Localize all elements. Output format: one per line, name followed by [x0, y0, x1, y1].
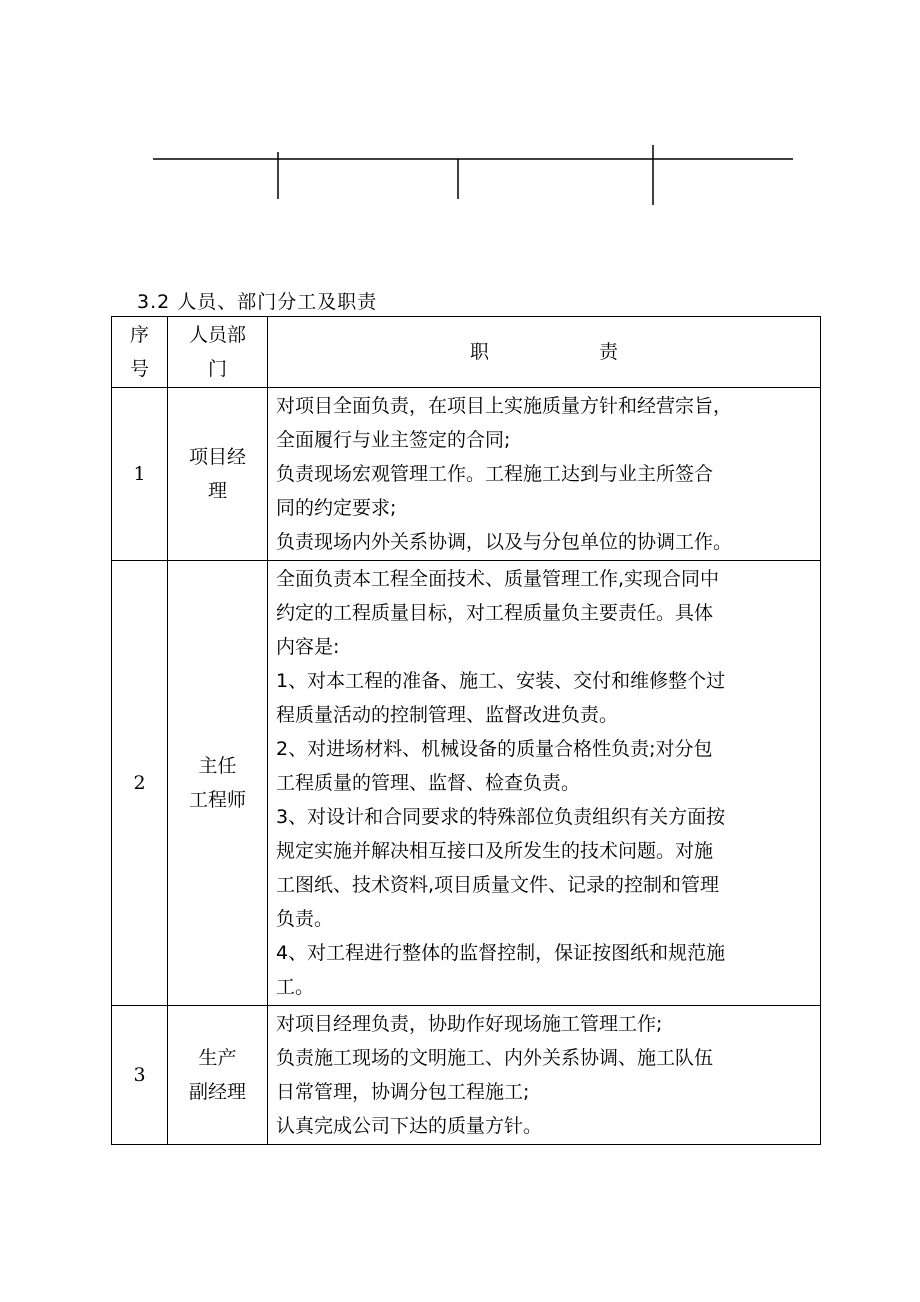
header-duty: [268, 317, 821, 388]
duty-line: 负责现场内外关系协调，以及与分包单位的协调工作。: [276, 531, 733, 553]
top-table-remnant: [0, 0, 920, 220]
header-no: [112, 317, 168, 388]
table-row: [112, 1006, 821, 1145]
header-no-line1: 序: [129, 324, 149, 346]
row-dept: [168, 388, 268, 561]
duty-line: 工程质量的管理、监督、检查负责。: [276, 772, 581, 794]
duty-line: 内容是:: [276, 636, 340, 658]
duty-line: 负责现场宏观管理工作。工程施工达到与业主所签合: [276, 463, 714, 485]
duty-line: 程质量活动的控制管理、监督改进负责。: [276, 704, 619, 726]
row-dept-line1: 主任: [198, 755, 237, 777]
row-duty: [268, 561, 821, 1006]
duty-line: 2、对进场材料、机械设备的质量合格性负责;对分包: [276, 738, 713, 760]
duty-line: 负责。: [276, 908, 334, 930]
duty-line: 3、对设计和合同要求的特殊部位负责组织有关方面按: [276, 806, 726, 828]
row-dept: [168, 561, 268, 1006]
duty-line: 1、对本工程的准备、施工、安装、交付和维修整个过: [276, 670, 726, 692]
header-dept: [168, 317, 268, 388]
duty-line: 负责施工现场的文明施工、内外关系协调、施工队伍: [276, 1047, 714, 1069]
duty-line: 同的约定要求;: [276, 497, 397, 519]
duty-line: 规定实施并解决相互接口及所发生的技术问题。对施: [276, 840, 714, 862]
duty-line: 4、对工程进行整体的监督控制，保证按图纸和规范施: [276, 942, 726, 964]
table-row: [112, 388, 821, 561]
row-dept-line2: 理: [207, 480, 227, 502]
header-dept-line1: 人员部: [188, 324, 246, 346]
duty-line: 工图纸、技术资料,项目质量文件、记录的控制和管理: [276, 874, 720, 896]
duty-line: 对项目经理负责，协助作好现场施工管理工作;: [276, 1013, 663, 1035]
row-dept-line1: 项目经: [188, 446, 246, 468]
section-title: 3.2 人员、部门分工及职责: [137, 291, 378, 313]
duty-line: 全面履行与业主签定的合同;: [276, 429, 511, 451]
row-dept: [168, 1006, 268, 1145]
header-dept-line2: 门: [207, 358, 227, 380]
header-no-line2: 号: [129, 358, 149, 380]
duty-line: 日常管理，协调分包工程施工;: [276, 1081, 530, 1103]
duty-line: 约定的工程质量目标，对工程质量负主要责任。具体: [276, 602, 714, 624]
row-duty: [268, 1006, 821, 1145]
duty-table: [111, 316, 821, 1145]
header-duty-char1: 职: [469, 341, 489, 363]
row-no: 1: [112, 388, 168, 561]
table-header-row: [112, 317, 821, 388]
row-dept-line2: 副经理: [188, 1081, 246, 1103]
header-duty-char2: 责: [599, 341, 619, 363]
row-no: 3: [112, 1006, 168, 1145]
duty-line: 全面负责本工程全面技术、质量管理工作,实现合同中: [276, 568, 720, 590]
row-duty: [268, 388, 821, 561]
duty-line: 对项目全面负责，在项目上实施质量方针和经营宗旨，: [276, 395, 733, 417]
duty-line: 工。: [276, 976, 315, 998]
row-dept-line2: 工程师: [188, 789, 246, 811]
row-no: 2: [112, 561, 168, 1006]
duty-line: 认真完成公司下达的质量方针。: [276, 1115, 543, 1137]
table-row: [112, 561, 821, 1006]
row-dept-line1: 生产: [198, 1047, 237, 1069]
